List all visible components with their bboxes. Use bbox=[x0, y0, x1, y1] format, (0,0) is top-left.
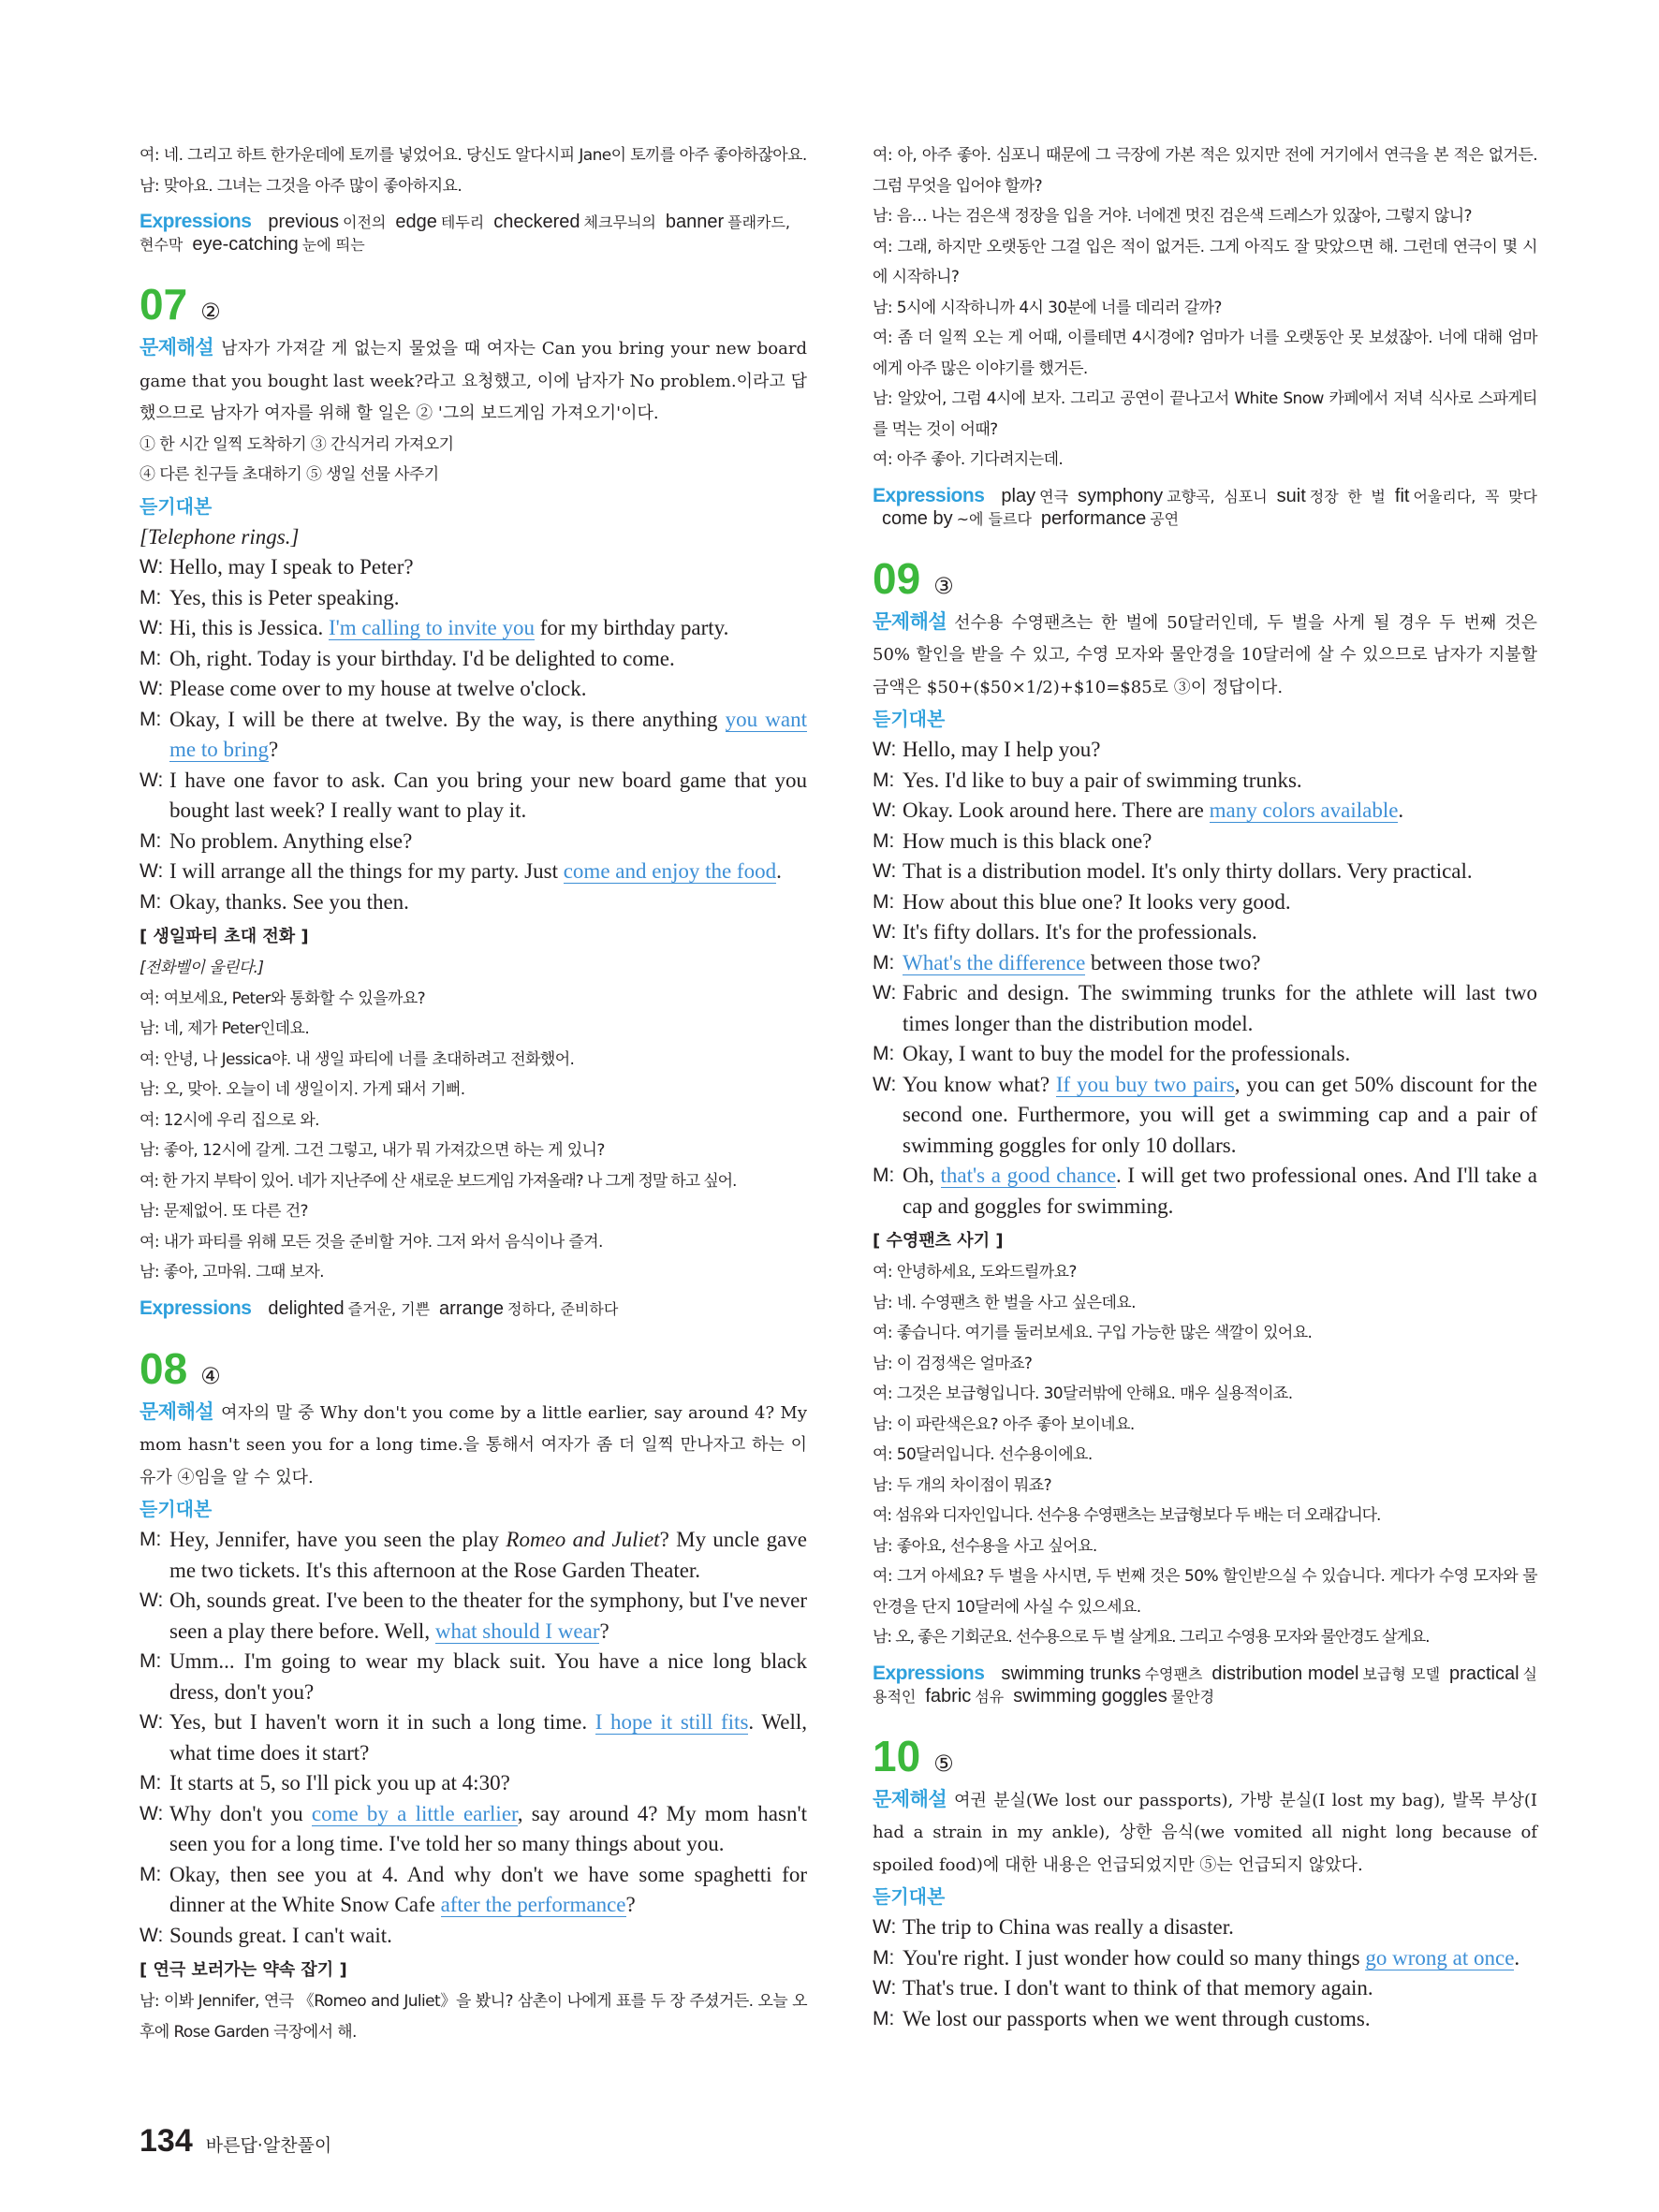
kr-line: 남: 좋아요, 선수용을 사고 싶어요. bbox=[873, 1536, 1097, 1556]
question-number: 08 bbox=[139, 1343, 188, 1393]
dialogue-line: W: Sounds great. I can't wait. bbox=[139, 1923, 392, 1947]
expressions-label: Expressions bbox=[873, 484, 985, 506]
blank-answer: come and enjoy the food bbox=[563, 859, 777, 883]
dialogue-line: W: The trip to China was really a disaster. bbox=[873, 1915, 1234, 1939]
kr-line: 여: 그것은 보급형입니다. 30달러밖에 안해요. 매우 실용적이죠. bbox=[873, 1384, 1293, 1403]
kr-line: 여: 그거 아세요? 두 벌을 사시면, 두 번째 것은 50% 할인받으실 수 있습니다. 게다가 수영 모자와 물안경을 단지 10달러에 사실 수 있으세요. bbox=[873, 1567, 1537, 1617]
stage-direction: [Telephone rings.] bbox=[139, 524, 300, 549]
dialogue-line: W: Hi, this is Jessica. I'm calling to invite you for my birthday party. bbox=[139, 616, 729, 639]
page-number: 134 bbox=[139, 2123, 193, 2159]
dialogue-line: M: Yes, this is Peter speaking. bbox=[139, 585, 400, 609]
kr-line: 여: 안녕하세요, 도와드릴까요? bbox=[873, 1263, 1077, 1282]
solution: 문제해설 남자가 가져갈 게 없는지 물었을 때 여자는 Can you bring your new board game that you bought last week?라고 요청했고, 이에 남자가 No problem.이라고 답했으므로 남자가 여자를 위해 할 일은 ② '그의 보드게임 가져오기'이다. bbox=[139, 337, 807, 423]
expressions-label: Expressions bbox=[139, 1296, 252, 1319]
solution-label: 문제해설 bbox=[873, 610, 947, 633]
kr-stage: [전화벨이 울린다.] bbox=[139, 959, 264, 977]
script-label: 듣기대본 bbox=[873, 1887, 946, 1908]
dialogue-line: M: How much is this black one? bbox=[873, 828, 1152, 853]
blank-answer: you want me to bring bbox=[169, 707, 807, 761]
expressions-label: Expressions bbox=[139, 211, 252, 232]
question-header bbox=[873, 1731, 1537, 1780]
kr-line: 남: 이 검정색은 얼마죠? bbox=[873, 1354, 1033, 1373]
blank-answer: after the performance bbox=[440, 1893, 626, 1916]
answer-mark: ③ bbox=[933, 572, 954, 599]
dialogue-line: W: Fabric and design. The swimming trunks for the athlete will last two times longer than the distribution model. bbox=[873, 981, 1537, 1035]
page-footer bbox=[139, 2123, 331, 2160]
dialogue-line: M: Okay, thanks. See you then. bbox=[139, 889, 409, 914]
translation-title: [ 연극 보러가는 약속 잡기 ] bbox=[139, 1960, 347, 1980]
kr-line: 여: 50달러입니다. 선수용이에요. bbox=[873, 1445, 1093, 1464]
dialogue-line: M: Oh, right. Today is your birthday. I'd be delighted to come. bbox=[139, 646, 675, 670]
dialogue-line: W: Okay. Look around here. There are many colors available. bbox=[873, 798, 1404, 822]
dialogue-line: W: You know what? If you buy two pairs, you can get 50% discount for the second one. Furthermore, you will get a swimming cap and a pair of swimming goggles for only 10 dollars. bbox=[873, 1072, 1538, 1157]
kr-line: 여: 좀 더 일찍 오는 게 어때, 이를테면 4시경에? 엄마가 너를 오랫동안 못 보셨잖아. 너에 대해 엄마에게 아주 많은 이야기를 했거든. bbox=[873, 329, 1537, 378]
option-line: ④ 다른 친구들 초대하기 ⑤ 생일 선물 사주기 bbox=[139, 465, 439, 484]
dialogue-line: W: I will arrange all the things for my party. Just come and enjoy the food. bbox=[139, 859, 782, 883]
kr-line: 남: 문제없어. 또 다른 건? bbox=[139, 1202, 308, 1221]
blank-answer: What's the difference bbox=[903, 950, 1086, 974]
dialogue-line: W: Yes, but I haven't worn it in such a long time. I hope it still fits. Well, what time does it start? bbox=[139, 1710, 807, 1765]
question-header bbox=[873, 553, 1537, 603]
solution: 문제해설 여권 분실(We lost our passports), 가방 분실(I lost my bag), 발목 부상(I had a strain in my ankle), 상한 음식(we vomited all night long because of spoiled food)에 대한 내용은 언급되었지만 ⑤는 언급되지 않았다. bbox=[873, 1788, 1537, 1875]
kr-line: 여: 네. 그리고 하트 한가운데에 토끼를 넣었어요. 당신도 알다시피 Jane이 토끼를 아주 좋아하잖아요. bbox=[139, 146, 807, 165]
kr-line: 남: 오, 맞아. 오늘이 네 생일이지. 가게 돼서 기뻐. bbox=[139, 1080, 465, 1099]
kr-line: 여: 그래, 하지만 오랫동안 그걸 입은 적이 없거든. 그게 아직도 잘 맞았으면 해. 그런데 연극이 몇 시에 시작하니? bbox=[873, 237, 1537, 286]
script-label: 듣기대본 bbox=[139, 1500, 213, 1520]
blank-answer: come by a little earlier bbox=[311, 1801, 518, 1825]
kr-line: 남: 두 개의 차이점이 뭐죠? bbox=[873, 1475, 1051, 1495]
kr-line: 남: 좋아, 고마워. 그때 보자. bbox=[139, 1263, 324, 1282]
dialogue-line: M: Oh, that's a good chance. I will get two professional ones. And I'll take a cap and goggles for swimming. bbox=[873, 1164, 1537, 1218]
translation-title: [ 수영팬츠 사기 ] bbox=[873, 1231, 1004, 1251]
kr-line: 남: 음… 나는 검은색 정장을 입을 거야. 너에겐 멋진 검은색 드레스가 있잖아, 그렇지 않니? bbox=[873, 207, 1472, 226]
kr-line: 여: 좋습니다. 여기를 둘러보세요. 구입 가능한 많은 색깔이 있어요. bbox=[873, 1324, 1313, 1342]
blank-answer: If you buy two pairs bbox=[1055, 1072, 1235, 1096]
kr-line: 남: 좋아, 12시에 갈게. 그건 그렇고, 내가 뭐 가져갔으면 하는 게 있니? bbox=[139, 1141, 605, 1160]
dialogue-line: W: That is a distribution model. It's only thirty dollars. Very practical. bbox=[873, 859, 1473, 883]
kr-line: 남: 이봐 Jennifer, 연극 《Romeo and Juliet》을 봤니? 삼촌이 나에게 표를 두 장 주셨거든. 오늘 오후에 Rose Garden 극장에서 해. bbox=[139, 1992, 807, 2042]
question-number: 07 bbox=[139, 280, 188, 329]
option-line: ① 한 시간 일찍 도착하기 ③ 간식거리 가져오기 bbox=[139, 434, 454, 454]
dialogue-line: M: Umm... I'm going to wear my black suit. You have a nice long black dress, don't you? bbox=[139, 1649, 807, 1704]
script-label: 듣기대본 bbox=[139, 496, 213, 518]
kr-line: 남: 5시에 시작하니까 4시 30분에 너를 데리러 갈까? bbox=[873, 298, 1222, 317]
blank-answer: that's a good chance bbox=[940, 1164, 1117, 1187]
right-column bbox=[873, 140, 1537, 2034]
answer-mark: ④ bbox=[200, 1362, 221, 1389]
dialogue-line: W: Oh, sounds great. I've been to the theater for the symphony, but I've never seen a play there before. Well, what should I wear? bbox=[139, 1589, 807, 1643]
dialogue-line: W: It's fifty dollars. It's for the professionals. bbox=[873, 920, 1257, 944]
kr-line: 여: 아, 아주 좋아. 심포니 때문에 그 극장에 가본 적은 있지만 전에 거기에서 연극을 본 적은 없거든. 그럼 무엇을 입어야 할까? bbox=[873, 146, 1537, 196]
kr-line: 남: 네, 제가 Peter인데요. bbox=[139, 1019, 310, 1038]
answer-mark: ② bbox=[200, 299, 221, 325]
solution-label: 문제해설 bbox=[139, 1400, 214, 1423]
dialogue-line: M: We lost our passports when we went through customs. bbox=[873, 2006, 1371, 2030]
dialogue-line: M: It starts at 5, so I'll pick you up at 4:30? bbox=[139, 1771, 510, 1795]
expressions: Expressions swimming trunks 수영팬츠 distribution model 보급형 모델 practical 실용적인 fabric 섬유 swimming goggles 물안경 bbox=[873, 1662, 1537, 1707]
dialogue-line: M: Okay, then see you at 4. And why don't we have some spaghetti for dinner at the White Snow Cafe after the performance? bbox=[139, 1862, 807, 1916]
solution-label: 문제해설 bbox=[139, 337, 214, 359]
kr-line: 남: 이 파란색은요? 아주 좋아 보이네요. bbox=[873, 1414, 1135, 1434]
left-column bbox=[139, 140, 807, 2047]
dialogue-line: W: Why don't you come by a little earlier, say around 4? My mom hasn't seen you for a long time. I've told her so many things about you. bbox=[139, 1801, 807, 1855]
question-header bbox=[139, 1343, 807, 1393]
dialogue-line: M: Okay, I want to buy the model for the professionals. bbox=[873, 1042, 1351, 1065]
question-header bbox=[139, 282, 807, 327]
kr-line: 남: 맞아요. 그녀는 그것을 아주 많이 좋아하지요. bbox=[139, 176, 462, 196]
dialogue-line: W: Hello, may I help you? bbox=[873, 738, 1101, 761]
question-number: 09 bbox=[873, 553, 921, 603]
kr-line: 여: 내가 파티를 위해 모든 것을 준비할 거야. 그저 와서 음식이나 즐겨. bbox=[139, 1232, 603, 1252]
kr-line: 남: 알았어, 그럼 4시에 보자. 그리고 공연이 끝나고서 White Snow 카페에서 저녁 식사로 스파게티를 먹는 것이 어때? bbox=[873, 389, 1537, 439]
dialogue-line: M: Okay, I will be there at twelve. By the way, is there anything you want me to bring? bbox=[139, 707, 807, 761]
question-number: 10 bbox=[873, 1731, 921, 1780]
dialogue-line: M: You're right. I just wonder how could so many things go wrong at once. bbox=[873, 1945, 1520, 1970]
kr-line: 여: 아주 좋아. 기다려지는데. bbox=[873, 450, 1064, 469]
solution: 문제해설 선수용 수영팬츠는 한 벌에 50달러인데, 두 벌을 사게 될 경우 두 번째 것은 50% 할인을 받을 수 있고, 수영 모자와 물안경을 10달러에 살 수 있으므로 남자가 지불할 금액은 $50+($50×1/2)+$10=$85로 ③이 정답이다. bbox=[873, 610, 1537, 697]
solution-label: 문제해설 bbox=[873, 1788, 947, 1810]
kr-line: 여: 섬유와 디자인입니다. 선수용 수영팬츠는 보급형보다 두 배는 더 오래갑니다. bbox=[873, 1506, 1381, 1525]
expressions: Expressions delighted 즐거운, 기쁜 arrange 정하다, 준비하다 bbox=[139, 1296, 619, 1319]
blank-answer: go wrong at once bbox=[1365, 1945, 1515, 1970]
dialogue-line: W: Hello, may I speak to Peter? bbox=[139, 555, 414, 579]
kr-line: 여: 안녕, 나 Jessica야. 내 생일 파티에 너를 초대하려고 전화했어. bbox=[139, 1049, 575, 1069]
dialogue-line: W: Please come over to my house at twelve o'clock. bbox=[139, 677, 587, 700]
blank-answer: I'm calling to invite you bbox=[328, 616, 536, 639]
dialogue-line: M: No problem. Anything else? bbox=[139, 828, 413, 853]
kr-line: 남: 네. 수영팬츠 한 벌을 사고 싶은데요. bbox=[873, 1293, 1136, 1312]
book-title: 바른답·알찬풀이 bbox=[205, 2135, 332, 2156]
blank-answer: many colors available bbox=[1209, 798, 1399, 822]
dialogue-line: M: What's the difference between those two? bbox=[873, 950, 1261, 974]
kr-line: 남: 오, 좋은 기회군요. 선수용으로 두 벌 살게요. 그리고 수영용 모자와 물안경도 살게요. bbox=[873, 1628, 1430, 1647]
kr-line: 여: 12시에 우리 집으로 와. bbox=[139, 1110, 319, 1130]
kr-line: 여: 한 가지 부탁이 있어. 네가 지난주에 산 새로운 보드게임 가져올래? 나 그게 정말 하고 싶어. bbox=[139, 1171, 737, 1191]
translation-title: [ 생일파티 초대 전화 ] bbox=[139, 927, 309, 946]
dialogue-line: M: Yes. I'd like to buy a pair of swimming trunks. bbox=[873, 768, 1302, 792]
solution: 문제해설 여자의 말 중 Why don't you come by a little earlier, say around 4? My mom hasn't seen you for a long time.을 통해서 여자가 좀 더 일찍 만나자고 하는 이유가 ④임을 알 수 있다. bbox=[139, 1400, 807, 1487]
expressions: Expressions previous 이전의 edge 테두리 checkered 체크무늬의 banner 플래카드, 현수막 eye-catching 눈에 띄는 bbox=[139, 211, 791, 255]
kr-line: 여: 여보세요, Peter와 통화할 수 있을까요? bbox=[139, 989, 426, 1008]
script-label: 듣기대본 bbox=[873, 710, 946, 730]
expressions-label: Expressions bbox=[873, 1662, 985, 1684]
expressions: Expressions play 연극 symphony 교향곡, 심포니 suit 정장 한 벌 fit 어울리다, 꼭 맞다come by ~에 들르다 performance 공연 bbox=[873, 484, 1538, 529]
dialogue-line: W: I have one favor to ask. Can you bring your new board game that you bought last week? I really want to play it. bbox=[139, 768, 807, 822]
answer-mark: ⑤ bbox=[933, 1750, 954, 1777]
dialogue-line: W: That's true. I don't want to think of that memory again. bbox=[873, 1976, 1373, 2000]
dialogue-line: M: How about this blue one? It looks very good. bbox=[873, 889, 1291, 914]
blank-answer: what should I wear bbox=[434, 1619, 600, 1643]
dialogue-line: M: Hey, Jennifer, have you seen the play Romeo and Juliet? My uncle gave me two tickets. It's this afternoon at the Rose Garden Theater. bbox=[139, 1528, 807, 1582]
blank-answer: I hope it still fits bbox=[595, 1710, 749, 1734]
